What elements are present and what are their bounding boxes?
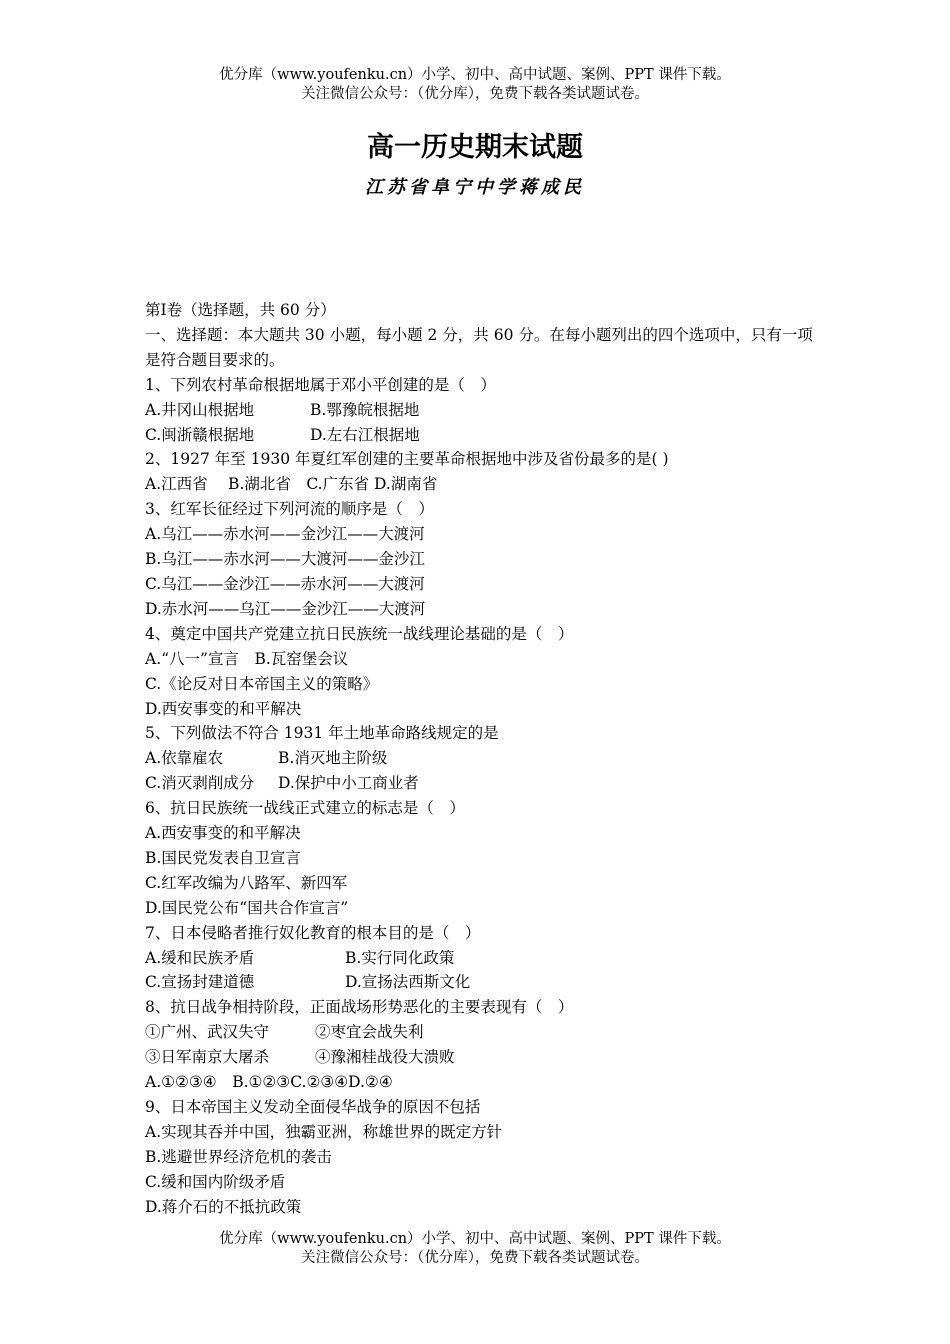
option-row bbox=[145, 746, 815, 771]
option: C.乌江——金沙江——赤水河——大渡河 bbox=[145, 574, 425, 593]
exam-title: 高一历史期末试题 bbox=[367, 132, 583, 163]
exam-author: 江苏省阜宁中学蒋成民 bbox=[365, 177, 585, 198]
footer-line-1: 优分库（www.youfenku.cn）小学、初中、高中试题、案例、PPT 课件下载。 bbox=[219, 1231, 731, 1247]
footer-line-2: 关注微信公众号：（优分库），免费下载各类试题试卷。 bbox=[301, 1250, 649, 1266]
header-line-2: 关注微信公众号：（优分库），免费下载各类试题试卷。 bbox=[301, 86, 649, 102]
page-header bbox=[0, 66, 950, 104]
option: A.乌江——赤水河——金沙江——大渡河 bbox=[145, 525, 425, 544]
option: A.“八一”宣言 B.瓦窑堡会议 bbox=[145, 649, 349, 668]
option: A.井冈山根据地 bbox=[145, 400, 255, 419]
option: D.左右江根据地 bbox=[310, 425, 420, 444]
option: A.依靠雇农 bbox=[145, 749, 224, 768]
section-instructions: 一、选择题：本大题共 30 小题，每小题 2 分，共 60 分。在每小题列出的四个选项中，只有一项是符合题目要求的。 bbox=[145, 325, 813, 369]
page-footer bbox=[0, 1230, 950, 1268]
option: B.乌江——赤水河——大渡河——金沙江 bbox=[145, 550, 425, 569]
statement: ②枣宜会战失利 bbox=[315, 1023, 424, 1042]
statement: ④豫湘桂战役大溃败 bbox=[315, 1048, 455, 1067]
option: A.实现其吞并中国，独霸亚洲，称雄世界的既定方针 bbox=[145, 1122, 503, 1141]
option: A.缓和民族矛盾 bbox=[145, 948, 255, 967]
section-heading: 第Ⅰ卷（选择题，共 60 分） bbox=[145, 301, 336, 319]
option: B.国民党发表自卫宣言 bbox=[145, 848, 301, 867]
option-line: A.江西省 B.湖北省 C.广东省 D.湖南省 bbox=[145, 475, 438, 494]
option: B.逃避世界经济危机的袭击 bbox=[145, 1147, 332, 1166]
option: D.西安事变的和平解决 bbox=[145, 699, 302, 718]
statement-row bbox=[145, 1045, 815, 1070]
option: D.保护中小工商业者 bbox=[278, 774, 419, 793]
option: D.国民党公布“国共合作宣言” bbox=[145, 898, 349, 917]
question-stem: 3、红军长征经过下列河流的顺序是（ ） bbox=[145, 500, 434, 519]
option-row bbox=[145, 946, 815, 971]
question-stem: 2、1927 年至 1930 年夏红军创建的主要革命根据地中涉及省份最多的是( ) bbox=[145, 450, 669, 469]
option: C.《论反对日本帝国主义的策略》 bbox=[145, 674, 379, 693]
question-stem: 4、奠定中国共产党建立抗日民族统一战线理论基础的是（ ） bbox=[145, 624, 574, 643]
option: A.西安事变的和平解决 bbox=[145, 824, 301, 843]
option: C.宣扬封建道德 bbox=[145, 973, 255, 992]
option-row bbox=[145, 970, 815, 995]
option: C.缓和国内阶级矛盾 bbox=[145, 1172, 286, 1191]
option: C.闽浙赣根据地 bbox=[145, 425, 255, 444]
option: B.鄂豫皖根据地 bbox=[310, 400, 420, 419]
question-stem: 5、下列做法不符合 1931 年土地革命路线规定的是 bbox=[145, 724, 499, 743]
question-stem: 1、下列农村革命根据地属于邓小平创建的是（ ） bbox=[145, 375, 496, 394]
statement: ③日军南京大屠杀 bbox=[145, 1048, 270, 1067]
option: B.消灭地主阶级 bbox=[278, 749, 388, 768]
statement: ①广州、武汉失守 bbox=[145, 1023, 270, 1042]
option-row bbox=[145, 771, 815, 796]
option-row bbox=[145, 398, 815, 423]
option: D.宣扬法西斯文化 bbox=[345, 973, 471, 992]
question-stem: 9、日本帝国主义发动全面侵华战争的原因不包括 bbox=[145, 1098, 481, 1116]
option: C.红军改编为八路军、新四军 bbox=[145, 873, 348, 892]
option-line: A.①②③④ B.①②③C.②③④D.②④ bbox=[145, 1073, 393, 1092]
option: B.实行同化政策 bbox=[345, 948, 455, 967]
exam-content bbox=[145, 298, 815, 1220]
question-stem: 8、抗日战争相持阶段，正面战场形势恶化的主要表现有（ ） bbox=[145, 998, 574, 1017]
option-row bbox=[145, 423, 815, 448]
question-stem: 6、抗日民族统一战线正式建立的标志是（ ） bbox=[145, 799, 465, 818]
statement-row bbox=[145, 1020, 815, 1045]
option: D.蒋介石的不抵抗政策 bbox=[145, 1197, 302, 1216]
option: D.赤水河——乌江——金沙江——大渡河 bbox=[145, 599, 426, 618]
header-line-1: 优分库（www.youfenku.cn）小学、初中、高中试题、案例、PPT 课件下载。 bbox=[219, 67, 731, 83]
option: C.消灭剥削成分 bbox=[145, 774, 255, 793]
question-stem: 7、日本侵略者推行奴化教育的根本目的是（ ） bbox=[145, 923, 481, 942]
